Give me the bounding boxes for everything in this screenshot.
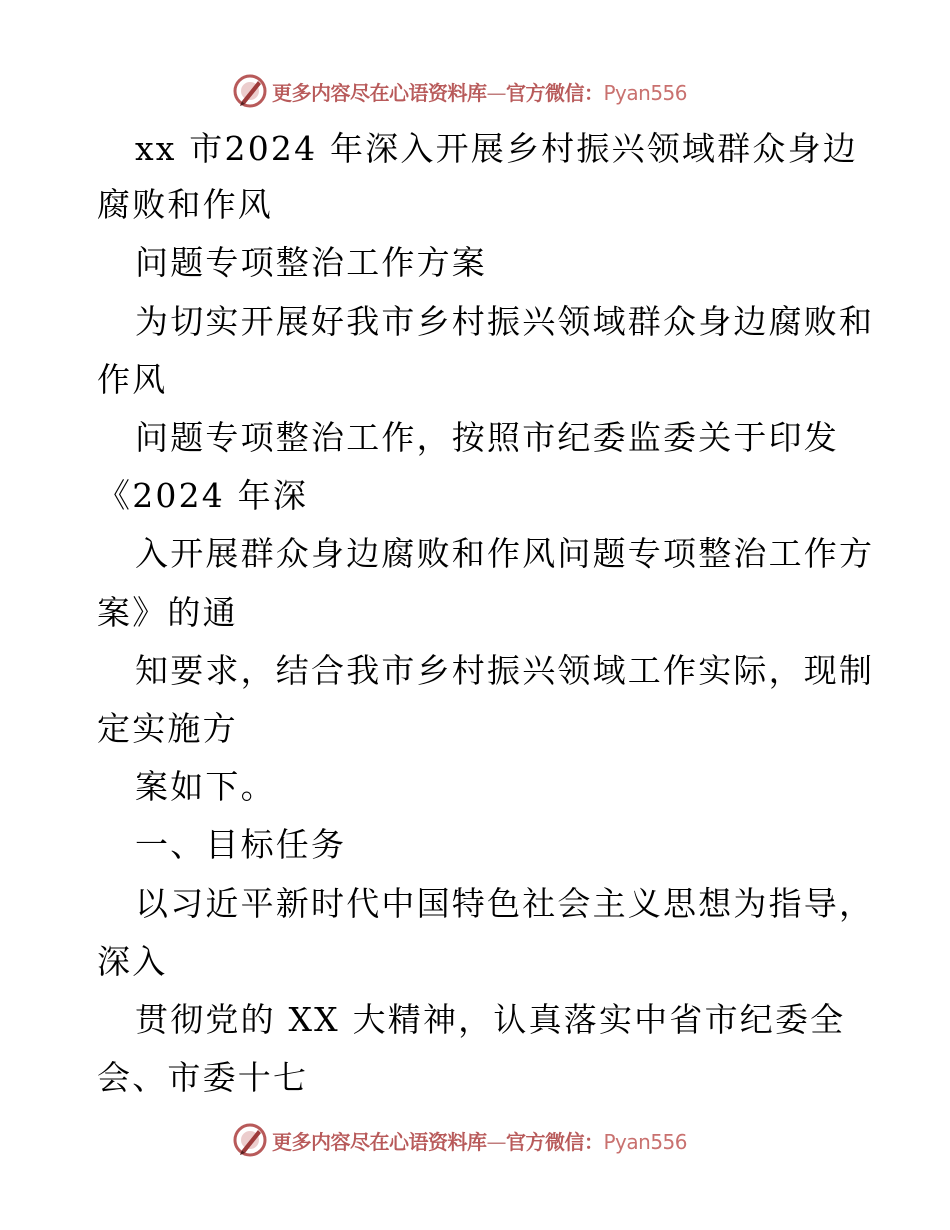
doc-line-9: 案》的通 (97, 593, 238, 632)
doc-line-17: 会、市委十七 (97, 1058, 309, 1097)
doc-line-12: 案如下。 (135, 767, 276, 806)
pen-logo-icon (232, 73, 268, 109)
doc-line-2: 腐败和作风 (97, 185, 273, 224)
header-contact-id: Pyan556 (603, 80, 688, 105)
header-separator: — (486, 80, 506, 105)
header-contact-label: 官方微信： (506, 80, 604, 105)
doc-line-4: 为切实开展好我市乡村振兴领域群众身边腐败和 (135, 302, 875, 341)
doc-line-3: 问题专项整治工作方案 (135, 243, 487, 282)
footer-brand-text: 更多内容尽在心语资料库 (272, 1129, 487, 1154)
footer-contact-label: 官方微信： (506, 1129, 604, 1154)
section-heading: 一、目标任务 (135, 825, 347, 864)
doc-line-7: 《2024 年深 (97, 476, 309, 515)
header-banner (232, 71, 687, 111)
pen-logo-icon (232, 1122, 268, 1158)
doc-line-5: 作风 (97, 360, 168, 399)
doc-line-1: xx 市2024 年深入开展乡村振兴领域群众身边 (135, 129, 858, 168)
doc-line-14: 以习近平新时代中国特色社会主义思想为指导， (135, 884, 875, 923)
doc-line-8: 入开展群众身边腐败和作风问题专项整治工作方 (135, 534, 875, 573)
header-brand-text: 更多内容尽在心语资料库 (272, 80, 487, 105)
footer-separator: — (486, 1129, 506, 1154)
footer-banner (232, 1120, 687, 1160)
doc-line-10: 知要求，结合我市乡村振兴领域工作实际，现制 (135, 651, 875, 690)
doc-line-11: 定实施方 (97, 709, 238, 748)
doc-line-16: 贯彻党的 XX 大精神，认真落实中省市纪委全 (135, 1000, 846, 1039)
doc-line-6: 问题专项整治工作，按照市纪委监委关于印发 (135, 418, 839, 457)
footer-contact-id: Pyan556 (603, 1129, 688, 1154)
doc-line-15: 深入 (97, 942, 168, 981)
